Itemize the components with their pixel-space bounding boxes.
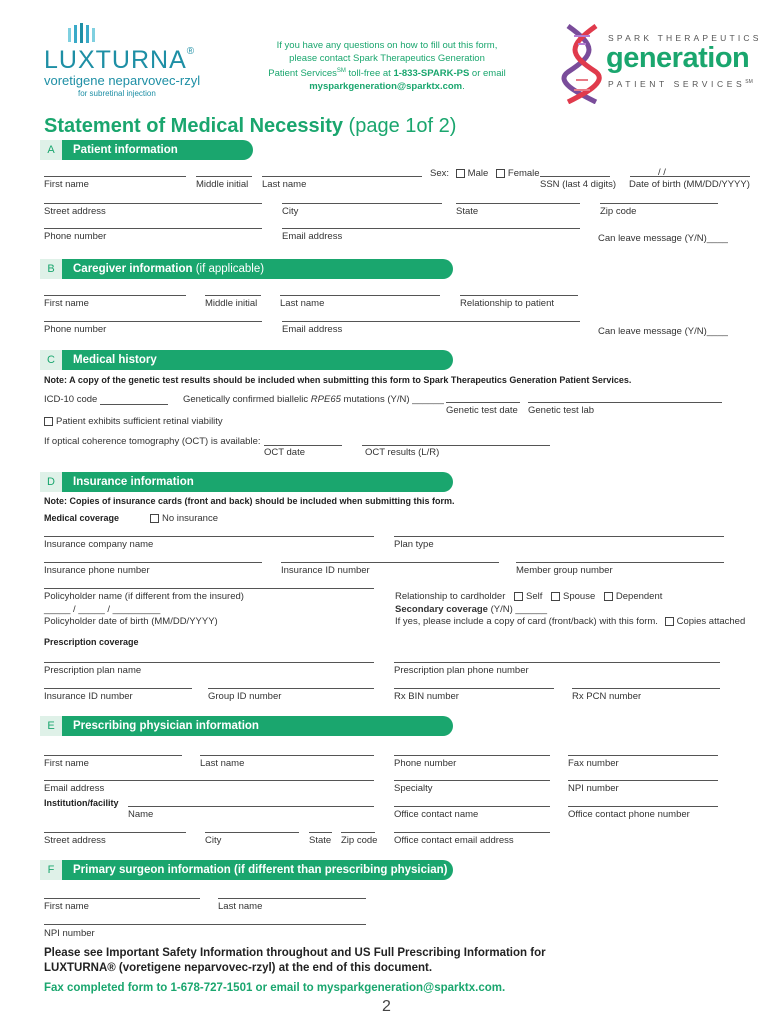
rx-group-id-label: Group ID number [208, 691, 282, 702]
rx-plan-phone-field[interactable] [394, 662, 720, 663]
insurance-company-label: Insurance company name [44, 539, 154, 550]
caregiver-last-name-field[interactable] [280, 295, 440, 296]
physician-state-field[interactable] [309, 832, 332, 833]
genetic-test-lab-label: Genetic test lab [528, 405, 595, 416]
section-title: Insurance information [73, 476, 194, 488]
office-contact-phone-label: Office contact phone number [568, 809, 690, 820]
ssn-field[interactable] [540, 176, 610, 177]
caregiver-leave-message[interactable]: Can leave message (Y/N)____ [598, 326, 728, 337]
section-a-header [40, 140, 253, 160]
plan-type-field[interactable] [394, 536, 724, 537]
prescription-coverage-heading: Prescription coverage [44, 637, 139, 647]
physician-city-field[interactable] [205, 832, 299, 833]
caregiver-middle-initial-label: Middle initial [205, 298, 258, 309]
office-contact-name-label: Office contact name [394, 809, 479, 820]
male-checkbox[interactable] [456, 169, 465, 178]
caregiver-first-name-field[interactable] [44, 295, 186, 296]
section-f-header [40, 860, 453, 880]
caregiver-phone-field[interactable] [44, 321, 262, 322]
policyholder-name-label: Policyholder name (if different from the insured) [44, 591, 244, 602]
rx-plan-phone-label: Prescription plan phone number [394, 665, 529, 676]
luxturna-generic-name: voretigene neparvovec-rzyl [44, 73, 201, 88]
luxturna-wordmark: LUXTURNA [44, 46, 187, 74]
physician-last-name-label: Last name [200, 758, 245, 769]
physician-street-field[interactable] [44, 832, 186, 833]
section-letter: A [40, 140, 62, 160]
patient-last-name-field[interactable] [262, 176, 422, 177]
dob-separators: / / [658, 167, 666, 178]
genetic-test-note: Note: A copy of the genetic test results should be included when submitting this form to Spark Therapeutics Generation Patient Services. [44, 375, 632, 385]
patient-email-field[interactable] [282, 228, 580, 229]
contact-line-2: please contact Spark Therapeutics Generation [289, 52, 485, 64]
member-group-field[interactable] [516, 562, 724, 563]
physician-npi-label: NPI number [568, 783, 619, 794]
section-letter: F [40, 860, 62, 880]
secondary-card-instruction: If yes, please include a copy of card (front/back) with this form. [395, 616, 658, 627]
patient-zip-field[interactable] [600, 203, 718, 204]
spark-therapeutics-text: SPARK THERAPEUTICS [608, 33, 762, 43]
no-insurance-checkbox[interactable] [150, 514, 159, 523]
patient-first-name-field[interactable] [44, 176, 186, 177]
contact-line-3: Patient Services℠ toll-free at 1-833-SPARK-PS or email [268, 68, 506, 80]
male-label: Male [467, 168, 489, 179]
page-number: 2 [382, 998, 391, 1015]
policyholder-dob-field[interactable]: _____ / _____ / _________ [44, 604, 161, 615]
dependent-checkbox[interactable] [604, 592, 613, 601]
oct-date-label: OCT date [264, 447, 306, 458]
caregiver-first-name-label: First name [44, 298, 89, 309]
oct-available-label: If optical coherence tomography (OCT) is available: [44, 436, 261, 447]
section-letter: E [40, 716, 62, 736]
page-title: Statement of Medical Necessity (page 1of 2) [44, 115, 457, 137]
section-letter: B [40, 259, 62, 279]
physician-specialty-field[interactable] [394, 780, 550, 781]
caregiver-phone-label: Phone number [44, 324, 107, 335]
rx-pcn-field[interactable] [572, 688, 720, 689]
physician-city-label: City [205, 835, 222, 846]
female-checkbox[interactable] [496, 169, 505, 178]
rx-plan-name-field[interactable] [44, 662, 374, 663]
caregiver-email-field[interactable] [282, 321, 580, 322]
rx-bin-field[interactable] [394, 688, 554, 689]
secondary-coverage-field[interactable]: (Y/N) ______ [487, 604, 548, 615]
oct-results-label: OCT results (L/R) [365, 447, 440, 458]
patient-state-label: State [456, 206, 479, 217]
spouse-checkbox[interactable] [551, 592, 560, 601]
page-indicator: (page 1of 2) [343, 115, 457, 137]
insurance-card-note: Note: Copies of insurance cards (front and back) should be included when submitting this form. [44, 496, 455, 506]
patient-street-label: Street address [44, 206, 106, 217]
dob-field[interactable] [630, 176, 750, 177]
office-contact-email-label: Office contact email address [394, 835, 514, 846]
contact-line-4: mysparkgeneration@sparktx.com. [309, 80, 465, 92]
rx-insurance-id-field[interactable] [44, 688, 192, 689]
section-title: Caregiver information [73, 263, 193, 275]
dna-helix-icon [560, 24, 604, 104]
patient-street-field[interactable] [44, 203, 262, 204]
physician-last-name-field[interactable] [200, 755, 374, 756]
luxturna-route: for subretinal injection [78, 89, 156, 98]
contact-line-1: If you have any questions on how to fill out this form, [276, 40, 498, 51]
physician-zip-field[interactable] [341, 832, 375, 833]
physician-state-label: State [309, 835, 332, 846]
self-label: Self [526, 591, 543, 602]
physician-fax-field[interactable] [568, 755, 718, 756]
physician-email-field[interactable] [44, 780, 374, 781]
spark-generation-logo: SPARK THERAPEUTICS generation PATIENT SERVICES℠ [560, 24, 760, 104]
genetic-test-date-label: Genetic test date [446, 405, 518, 416]
patient-phone-field[interactable] [44, 228, 262, 229]
surgeon-first-name-label: First name [44, 901, 89, 912]
rx-plan-name-label: Prescription plan name [44, 665, 142, 676]
institution-name-field[interactable] [128, 806, 374, 807]
patient-middle-initial-label: Middle initial [196, 179, 249, 190]
contact-email-link[interactable]: mysparkgeneration@sparktx.com [309, 80, 463, 92]
section-title: Medical history [73, 354, 157, 366]
surgeon-npi-field[interactable] [44, 924, 366, 925]
physician-email-label: Email address [44, 783, 105, 794]
surgeon-last-name-label: Last name [218, 901, 263, 912]
caregiver-email-label: Email address [282, 324, 343, 335]
medical-coverage-heading: Medical coverage [44, 513, 120, 523]
relationship-cardholder-label: Relationship to cardholder [395, 591, 506, 602]
sex-label: Sex: [430, 168, 450, 179]
section-e-header [40, 716, 453, 736]
section-c-header [40, 350, 453, 370]
insurance-phone-field[interactable] [44, 562, 262, 563]
physician-first-name-label: First name [44, 758, 89, 769]
no-insurance-label: No insurance [162, 513, 218, 524]
insurance-id-label: Insurance ID number [281, 565, 370, 576]
icd-10-label: ICD-10 code [44, 394, 98, 405]
rx-bin-label: Rx BIN number [394, 691, 459, 702]
retinal-viability-label: Patient exhibits sufficient retinal viability [56, 416, 223, 427]
physician-fax-label: Fax number [568, 758, 619, 769]
physician-specialty-label: Specialty [394, 783, 433, 794]
section-title: Primary surgeon information (if different than prescribing physician) [73, 864, 448, 876]
self-checkbox[interactable] [514, 592, 523, 601]
section-b-header [40, 259, 453, 279]
rx-pcn-label: Rx PCN number [572, 691, 642, 702]
generation-wordmark: generation [606, 42, 750, 74]
surgeon-last-name-field[interactable] [218, 898, 366, 899]
oct-date-field[interactable] [264, 445, 342, 446]
policyholder-name-field[interactable] [44, 588, 374, 589]
copies-attached-label: Copies attached [676, 616, 746, 627]
caregiver-relationship-label: Relationship to patient [460, 298, 555, 309]
copies-attached-checkbox[interactable] [665, 617, 674, 626]
registered-mark: ® [186, 46, 196, 57]
patient-services-text: PATIENT SERVICES [608, 79, 746, 89]
section-letter: D [40, 472, 62, 492]
section-title: Patient information [73, 144, 178, 156]
rx-group-id-field[interactable] [208, 688, 374, 689]
retinal-viability-checkbox[interactable] [44, 417, 53, 426]
physician-npi-field[interactable] [568, 780, 718, 781]
section-letter: C [40, 350, 62, 370]
spouse-label: Spouse [563, 591, 596, 602]
patient-phone-label: Phone number [44, 231, 107, 242]
physician-street-label: Street address [44, 835, 106, 846]
safety-information-notice: Please see Important Safety Information throughout and US Full Prescribing Information for LUXTURNA® (voretigene neparvovec-rzyl) at the end of this document. [44, 947, 546, 974]
genetic-test-lab-field[interactable] [528, 402, 722, 403]
caregiver-relationship-field[interactable] [460, 295, 578, 296]
biallelic-mutation-field[interactable]: mutations (Y/N) ______ [340, 394, 444, 405]
fax-instruction: Fax completed form to 1-678-727-1501 or email to mysparkgeneration@sparktx.com. [44, 982, 506, 994]
genetic-test-date-field[interactable] [446, 402, 520, 403]
contact-phone[interactable]: 1-833-SPARK-PS [393, 68, 470, 80]
institution-heading: Institution/facility [44, 798, 119, 808]
insurance-id-field[interactable] [281, 562, 499, 563]
patient-last-name-label: Last name [262, 179, 307, 190]
contact-info [232, 40, 542, 93]
policyholder-dob-label: Policyholder date of birth (MM/DD/YYYY) [44, 616, 218, 627]
office-contact-phone-field[interactable] [568, 806, 718, 807]
patient-state-field[interactable] [456, 203, 580, 204]
office-contact-email-field[interactable] [394, 832, 550, 833]
rpe65-gene: RPE65 [310, 394, 341, 405]
institution-name-label: Name [128, 809, 154, 820]
insurance-phone-label: Insurance phone number [44, 565, 150, 576]
insurance-company-field[interactable] [44, 536, 374, 537]
dob-label: Date of birth (MM/DD/YYYY) [629, 179, 750, 190]
caregiver-middle-initial-field[interactable] [205, 295, 261, 296]
patient-city-field[interactable] [282, 203, 442, 204]
section-title: Prescribing physician information [73, 720, 259, 732]
surgeon-npi-label: NPI number [44, 928, 95, 939]
section-d-header [40, 472, 453, 492]
office-contact-name-field[interactable] [394, 806, 550, 807]
caregiver-last-name-label: Last name [280, 298, 325, 309]
patient-zip-label: Zip code [600, 206, 637, 217]
dependent-label: Dependent [615, 591, 663, 602]
secondary-coverage-label: Secondary coverage [395, 604, 488, 615]
patient-city-label: City [282, 206, 299, 217]
section-title-qualifier: (if applicable) [192, 263, 265, 275]
patient-middle-initial-field[interactable] [196, 176, 252, 177]
physician-phone-label: Phone number [394, 758, 457, 769]
physician-phone-field[interactable] [394, 755, 550, 756]
female-label: Female [507, 168, 540, 179]
patient-leave-message[interactable]: Can leave message (Y/N)____ [598, 233, 728, 244]
surgeon-first-name-field[interactable] [44, 898, 200, 899]
luxturna-eye-icon [64, 22, 104, 46]
oct-results-field[interactable] [362, 445, 550, 446]
member-group-label: Member group number [516, 565, 613, 576]
plan-type-label: Plan type [394, 539, 434, 550]
luxturna-logo [44, 22, 201, 102]
ssn-label: SSN (last 4 digits) [540, 179, 617, 190]
icd-10-field[interactable] [100, 404, 168, 405]
rx-insurance-id-label: Insurance ID number [44, 691, 133, 702]
patient-first-name-label: First name [44, 179, 89, 190]
patient-email-label: Email address [282, 231, 343, 242]
physician-zip-label: Zip code [341, 835, 378, 846]
physician-first-name-field[interactable] [44, 755, 182, 756]
